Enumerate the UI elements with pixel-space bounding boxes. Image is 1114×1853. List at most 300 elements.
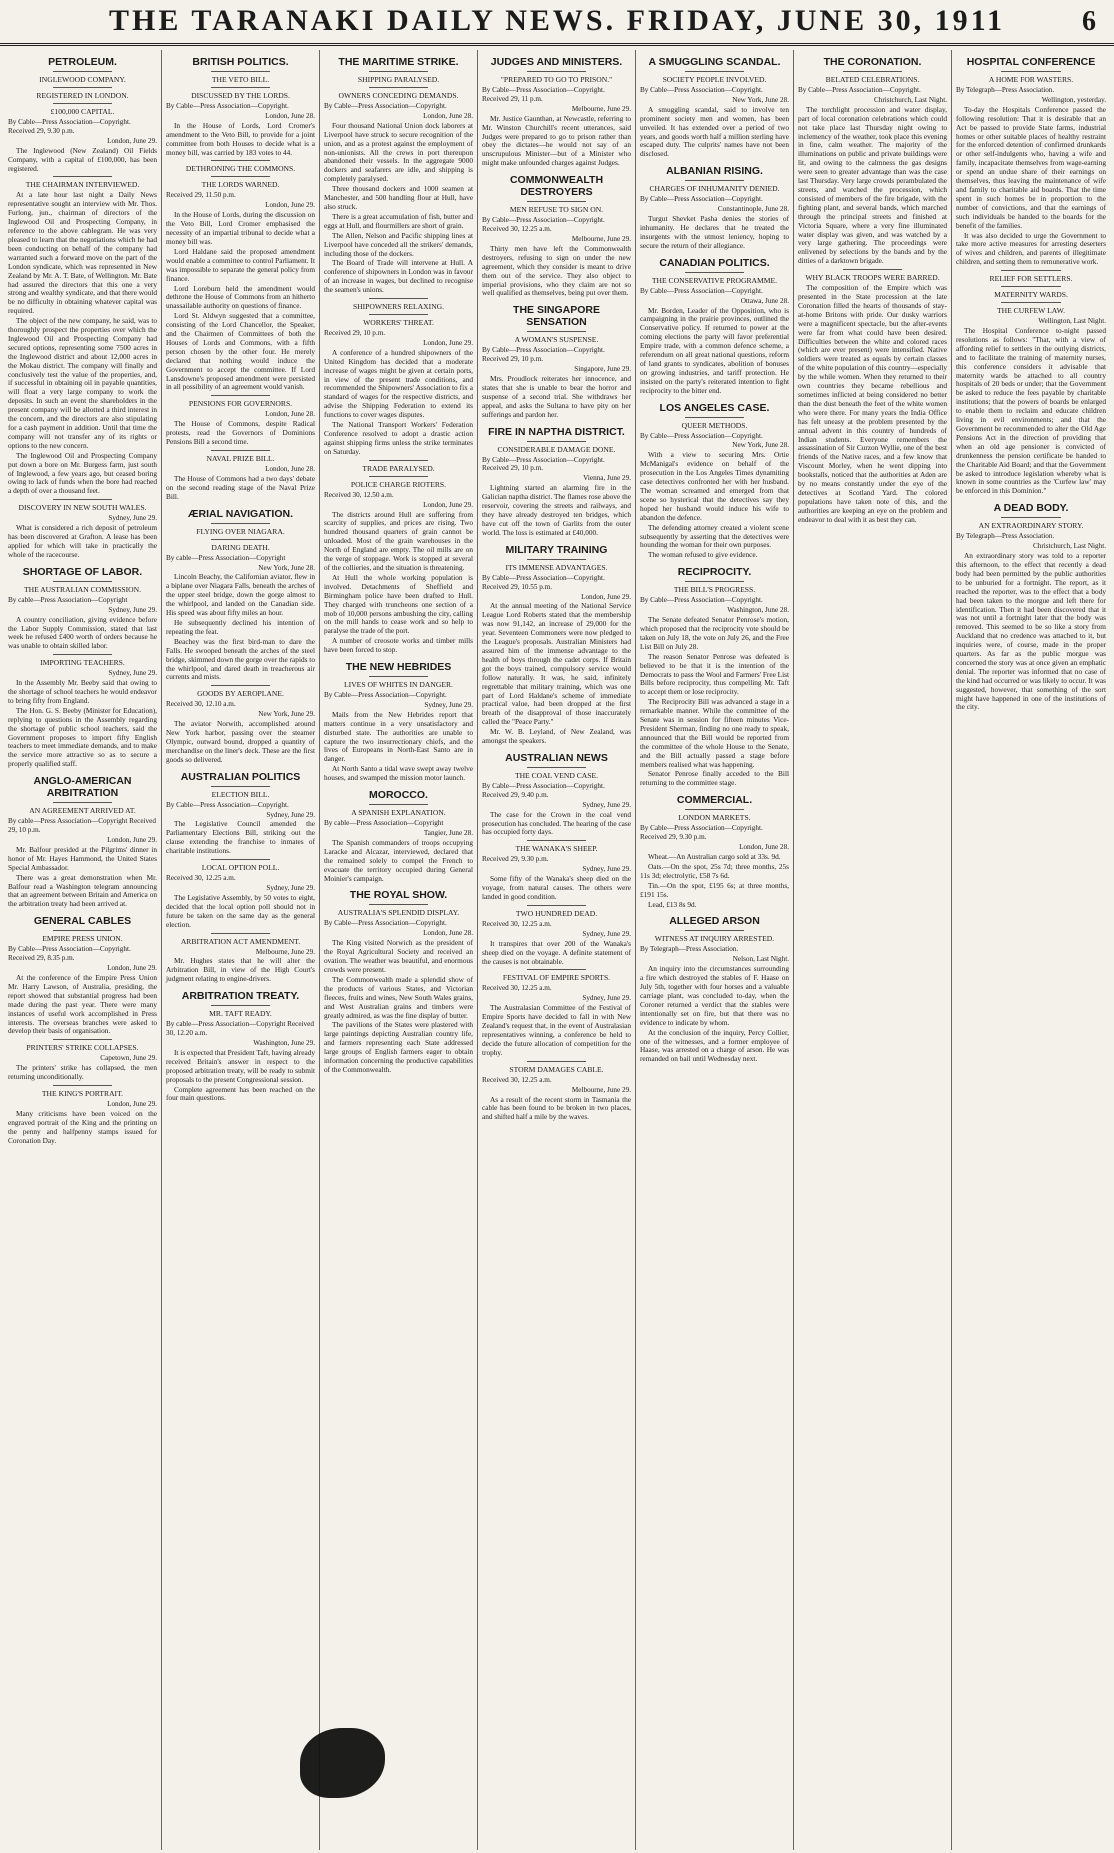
divider	[211, 395, 271, 396]
divider	[685, 272, 745, 273]
article	[166, 508, 315, 683]
divider	[53, 654, 113, 655]
article-dateline: Sydney, June 29.	[582, 800, 631, 809]
article-dateline: Christchurch, Last Night.	[1032, 542, 1106, 551]
article-paragraph: In the House of Lords, Lord Cromer's amendment to the Veto Bill, to provide for a joint committee from both Houses to decide what is a money bill, was carried by 183 votes to 44.	[166, 120, 315, 157]
article	[8, 1039, 157, 1082]
article-dateline: New York, June 28.	[258, 563, 315, 572]
article-credit: By Cable—Press Association—Copyright.	[640, 431, 763, 440]
divider	[211, 786, 271, 787]
article-dateline: New York, June 28.	[732, 95, 789, 104]
divider	[53, 1085, 113, 1086]
article-dateline: Melbourne, June 29.	[255, 947, 315, 956]
article-headline: AUSTRALIAN NEWS	[505, 751, 608, 764]
article-credit: By Cable—Press Association—Copyright.	[324, 691, 447, 700]
article-paragraph: The reason Senator Penrose was defeated is believed to be that it is the intention of the Democrats to pass the Wool and Farmers' Free List Bills before reciprocity, thus compelling Mr. Taft to accept them or lose reciprocity.	[640, 651, 789, 697]
article-subhead: WHY BLACK TROOPS WERE BARRED.	[805, 273, 940, 283]
article	[640, 165, 789, 250]
divider	[527, 969, 587, 970]
article-paragraph: Mr. Justice Gaunthan, at Newcastle, referring to Mr. Winston Churchill's recent utterances, said Judges were prepared to go to prison rather than obey the dictates—he would not say of an unscrupulous Minister—but of a Minister who might make unfounded charges against Judges.	[482, 113, 631, 168]
article-dateline: New York, June 29.	[258, 710, 315, 719]
article-subhead: CHARGES OF INHUMANITY DENIED.	[649, 184, 780, 194]
divider	[527, 331, 587, 332]
newspaper-column	[4, 50, 162, 1850]
article-paragraph: As a result of the recent storm in Tasmania the cable has been found to be broken in two places, and shifted half a mile by the waves.	[482, 1094, 631, 1122]
article-dateline: Capetown, June 29.	[100, 1054, 157, 1063]
article-paragraph: The object of the new company, he said, was to thoroughly prospect the properties over which the Inglewood Oil and Prospecting Company had secured options, representing some 7500 acres in the Inglewood district and about 12,000 acres in the Mokau district. The company will finally and conclusively test the value of the properties, and, if successful in obtaining oil in payable quantities, will float a very large company to work the deposits. In such an event the shareholders in the present company will be allotted a third interest in the concern, and the directors are also stipulating for a cash payment in addition. Until that time the company will not transfer any of its rights or options to the new concern.	[8, 316, 157, 450]
divider	[369, 298, 429, 299]
article-dateline: Ottawa, June 28.	[740, 296, 789, 305]
article-headline: PETROLEUM.	[48, 56, 117, 68]
article	[166, 395, 315, 447]
article-paragraph: Oats.—On the spot, 25s 7d; three months, 25s 11s 3d; electrolytic, £58 7s 6d.	[640, 861, 789, 880]
article-paragraph: Lord Loreburn held the amendment would dethrone the House of Commons from an hitherto unassailable authority on questions of finance.	[166, 283, 315, 311]
article-subhead: OWNERS CONCEDING DEMANDS.	[338, 91, 459, 100]
article-credit: By Cable—Press Association—Copyright. Received 29, 8.35 p.m.	[8, 945, 131, 963]
article-subhead: REGISTERED IN LONDON.	[36, 91, 129, 100]
article-credit: Received 29, 10 p.m.	[324, 329, 386, 338]
newspaper-columns	[4, 50, 1110, 1850]
article-subhead: IMPORTING TEACHERS.	[40, 658, 125, 668]
article-credit: By Cable—Press Association—Copyright.	[640, 86, 763, 94]
divider	[211, 87, 271, 88]
newspaper-column	[794, 50, 952, 1850]
divider	[53, 71, 113, 72]
article-credit: By cable—Press Association—Copyright	[166, 553, 286, 562]
article-subhead: STORM DAMAGES CABLE.	[509, 1064, 604, 1074]
divider	[685, 71, 745, 72]
article-headline: CANADIAN POLITICS.	[659, 256, 770, 269]
divider	[685, 930, 745, 931]
article	[166, 933, 315, 985]
divider	[527, 71, 587, 72]
article	[8, 176, 157, 496]
article-paragraph: At North Santo a tidal wave swept away twelve houses, and swamped the mission motor launch.	[324, 764, 473, 783]
article	[640, 56, 789, 159]
article-paragraph: A smuggling scandal, said to involve ten prominent society men and women, has been unveiled. It has extended over a period of two years, and goods worth half a million sterling have escaped duty. The culprits' names have not been disclosed.	[640, 104, 789, 159]
article-paragraph: The Australasian Committee of the Festival of Empire Sports have decided to fall in with New Zealand's request that, in the event of Australasian representatives winning, a conference be held to decide the future allocation of competition for the trophy.	[482, 1003, 631, 1057]
newspaper-column	[952, 50, 1110, 1850]
article	[324, 56, 473, 295]
article	[640, 794, 789, 909]
article-dateline: Sydney, June 29.	[108, 669, 157, 678]
article-paragraph: The districts around Hull are suffering from scarcity of supplies, and prices are rising. Two hundred thousand quarters of grain cannot be unloaded. Most of the grain warehouses in the North of England are empty. The oil mills are on the verge of stoppage. Work is stopped at several of the collieries, and the situation is threatening.	[324, 509, 473, 572]
article	[8, 654, 157, 769]
article-subhead: RELIEF FOR SETTLERS.	[989, 274, 1073, 284]
article	[482, 304, 631, 419]
divider	[53, 930, 113, 931]
article-paragraph: At Hull the whole working population is involved. Detachments of Sheffield and Birmingham police have been drafted to Hull. They charged with truncheons one section of a mob of 10,000 persons ambushing the city, calling on the mill hands to cease work and so help to paralyse the trade of the port.	[324, 572, 473, 636]
article	[956, 502, 1106, 712]
article-headline: JUDGES AND MINISTERS.	[490, 56, 623, 68]
article-dateline: Wellington, Last Night.	[1038, 317, 1106, 326]
article-headline: ALLEGED ARSON	[669, 915, 760, 928]
article-dateline: London, June 29.	[265, 201, 315, 210]
article	[482, 752, 631, 837]
article-paragraph: At the annual meeting of the National Service League Lord Roberts stated that the membership was now 91,142, an increase of 29,000 for the year. Seventeen Commoners were now pledged to the League's proposals. Australian Ministers had assured him of the immense advantage to the health of boys through the cadet corps. If Britain got the boys trained, compulsory service would follow naturally. It was, he said, infinitely regrettable that military training, which was one part of Lord Haldane's scheme of immediate practical value, had been dropped at the first breath of the disapproval of those inaccurately called the "Peace Party."	[482, 601, 631, 727]
article-subhead: MATERNITY WARDS.	[994, 290, 1068, 300]
article-dateline: Tangier, June 28.	[423, 829, 473, 837]
article-subhead: CONSIDERABLE DAMAGE DONE.	[497, 444, 616, 454]
divider	[211, 1005, 271, 1006]
article-credit: By Cable—Press Association—Copyright. Received 29, 10 p.m.	[482, 455, 605, 473]
article-credit: By Cable—Press Association—Copyright. Received 29, 9.30 p.m.	[8, 118, 131, 135]
divider	[1001, 517, 1061, 518]
article	[324, 460, 473, 655]
article	[166, 450, 315, 502]
article-dateline: Constantinople, June 28.	[717, 205, 789, 214]
page-number: 6	[1082, 6, 1096, 37]
article-paragraph: At the conference of the Empire Press Union Mr. Harry Lawson, of Australia, presiding, the report showed that substantial progress had been made during the past year. There were many instances of useful work accomplished in Press interests. The overseas branches were asked to develop their basis of organisation.	[8, 972, 157, 1036]
newspaper-column	[162, 50, 320, 1850]
article-paragraph: Mrs. Proudlock reiterates her innocence, and states that she is unable to bear the horror and suspense of a second trial. She withdraws her appeal, and asks the Sultana to have pity on her sufferings and pardon her.	[482, 374, 631, 419]
article-headline: THE SINGAPORE SENSATION	[513, 304, 600, 329]
article-paragraph: The case for the Crown in the coal vend prosecution has concluded. The hearing of the case has occupied forty days.	[482, 809, 631, 837]
article-paragraph: Lincoln Beachy, the Californian aviator, flew in a biplane over Niagara Falls, beneath the arches of the upper steel bridge, down the gorge almost to the whirlpool, and landed on the Canadian side. His speed was about fifty miles an hour.	[166, 572, 315, 618]
article-subhead: POLICE CHARGE RIOTERS.	[350, 479, 447, 489]
article-credit: By Cable—Press Association—Copyright.	[166, 102, 289, 110]
newspaper-column	[320, 50, 478, 1850]
article-headline: MILITARY TRAINING	[505, 543, 608, 556]
article-subhead: THE LORDS WARNED.	[201, 180, 280, 190]
article-headline: A SMUGGLING SCANDAL.	[648, 56, 781, 68]
article-paragraph: It was also decided to urge the Government to take more active measures for arresting deserters of wives and children, and parents of illegitimate children, and setting them to remunerative work.	[956, 230, 1106, 267]
article-subhead: ELECTION BILL.	[211, 789, 270, 799]
article	[166, 859, 315, 929]
article-paragraph: The Legislative Council amended the Parliamentary Elections Bill, striking out the clause extending the franchise to inmates of charitable institutions.	[166, 819, 315, 856]
article-subhead: SOCIETY PEOPLE INVOLVED.	[662, 75, 767, 84]
article-subhead: TWO HUNDRED DEAD.	[515, 908, 598, 918]
divider	[527, 441, 587, 442]
article-dateline: Sydney, June 29.	[582, 929, 631, 938]
article	[324, 298, 473, 457]
article-paragraph: Mr. Balfour presided at the Pilgrims' dinner in honor of Mr. Hayes Hammond, the United States Special Ambassador.	[8, 844, 157, 872]
divider	[53, 176, 113, 177]
article-dateline: London, June 28.	[265, 410, 315, 419]
article-dateline: Sydney, June 29.	[424, 700, 473, 709]
article-credit: By cable—Press Association—Copyright	[8, 595, 128, 604]
article-paragraph: What is considered a rich deposit of petroleum has been discovered at Grafton. A lease has been applied for which will take in practically the whole of the racecourse.	[8, 523, 157, 559]
article-paragraph: A country conciliation, giving evidence before the Labor Supply Commission, stated that last week he refused £400 worth of orders because he was unable to obtain skilled labor.	[8, 614, 157, 651]
article-dateline: London, June 28.	[423, 929, 473, 938]
article-dateline: Sydney, June 29.	[266, 884, 315, 892]
article-credit: By Cable—Press Association—Copyright.	[798, 86, 921, 94]
divider	[1001, 286, 1061, 287]
article	[166, 56, 315, 157]
article-dateline: Sydney, June 29.	[582, 865, 631, 874]
article-headline: LOS ANGELES CASE.	[659, 401, 770, 414]
article-paragraph: The Hospital Conference to-night passed resolutions as follows: "That, with a view of affording relief to settlers in the outlying districts, and to facilitate the training of maternity nurses, this conference considers it advisable that maternity wards be attached to all country hospitals of 20 beds or under; that the Government be asked to reduce the fees payable by charitable institutions; that the powers of boards be enlarged to enable them to reclaim and educate children living in evil environments; and that the Government be recommended to alter the Old Age Pensions Act in the direction of providing that when an old age pensioner is convicted of drunkenness the pension certificate be handed to the Charitable Aid Board; and that the Government be asked to introduce legislation whereby what is known in some countries as the 'Curfew law' may be enforced in this Dominion."	[956, 326, 1106, 496]
article-paragraph: There is a great accumulation of fish, butter and eggs at Hull, and flourmillers are short of grain.	[324, 211, 473, 230]
article-paragraph: The composition of the Empire which was presented in the State procession at the late Coronation filled the hearts of thousands of stay-at-home Britons with pride. Our dusky warriors were a magnificent spectacle, but the after-events were far from what could have been desired. Difficulties between the white and colored races (which are ever present) were intensified. Native soldiers were treated as equals by certain classes of the white population of this country—especially by the while women. When they returned to their own countries they became rebellious and sometimes inflicted at being considered no better than the dust beneath the feet of the white women who were there. For many years the India Office has felt uneasy at the problem presented by the annual advent in this country of hundreds of Indian students. Everyone remembers the assassination of Sir Curzon Wyllie, one of the best friends of the Native races, and a few know that Viscount Morley, when he went dipping into bookstalls, noticed that the authorities at Aden are by no means constantly under the eye of the detectives at Scotland Yard. The colored populations have taken note of this, and the authorities are keeping an eye on the problem and endeavor to deal with it as best they can.	[798, 283, 947, 524]
divider	[211, 176, 271, 177]
article-paragraph: At the conclusion of the inquiry, Percy Collier, one of the witnesses, and a former employee of Haase, was arrested on a charge of arson. He was remanded on bail until Wednesday next.	[640, 1027, 789, 1064]
article	[640, 915, 789, 1064]
article-subhead: A WOMAN'S SUSPENSE.	[514, 335, 599, 345]
newspaper-title: THE TARANAKI DAILY NEWS. FRIDAY, JUNE 30, 1911	[109, 4, 1005, 37]
article-paragraph: Lord Haldane said the proposed amendment would enable a committee to control Parliament. It was impossible to separate the general policy from finance.	[166, 246, 315, 283]
article-dateline: Vienna, June 29.	[583, 474, 631, 483]
article-credit: By Telegraph—Press Association.	[956, 532, 1055, 541]
divider	[211, 933, 271, 934]
article-paragraph: The torchlight procession and water display, part of local coronation celebrations which could not take place last Thursday night owing to inclemency of the weather, took place this evening in fine, calm weather. The majority of the illuminations on public and private buildings were lit, and owing to the calmness the gas designs were seen to greater advantage than was the case last Thursday. Very large crowds perambulated the streets, and watched the procession, which consisted of members of the fire brigade, with the fighting plant, and several bands, which marched through the principal streets and finished at Victoria Square, where a very fine illuminated water display was given, and was watched by a very large gathering. The proceedings were enlivened by selections by the bands and by the ditties of a darktown brigade.	[798, 104, 947, 266]
article-dateline: Wellington, yesterday.	[1041, 95, 1106, 104]
divider	[369, 314, 429, 315]
article	[798, 56, 947, 266]
article-paragraph: The House of Commons had a two days' debate on the second reading stage of the Naval Prize Bill.	[166, 473, 315, 501]
article-subhead: MR. TAFT READY.	[209, 1009, 272, 1019]
divider	[1001, 302, 1061, 303]
article	[8, 499, 157, 560]
article-paragraph: Tin.—On the spot, £195 6s; at three months, £191 15s.	[640, 880, 789, 899]
article-credit: Received 30, 12.25 a.m.	[482, 984, 552, 993]
article-paragraph: A number of creosote works and timber mills have been forced to stop.	[324, 636, 473, 655]
article-credit: Received 30, 12.10 a.m.	[166, 700, 236, 709]
article-paragraph: He subsequently declined his intention of repeating the feat.	[166, 617, 315, 636]
article-paragraph: Mr. Borden, Leader of the Opposition, who is campaigning in the prairie provinces, outlined the Conservative policy. If returned to power at the coming elections the party will favor preferential Empire trade, with a common defence scheme, a referendum on all great national questions, reform of land grants to syndicates, abolition of bonuses on growing industries, and tariff protection. He insisted on the party's reiterated intention to fight reciprocity to the bitter end.	[640, 305, 789, 395]
divider	[685, 581, 745, 582]
article-paragraph: The defending attorney created a violent scene subsequently by asserting that the detectives were hounding the woman for their own purposes.	[640, 522, 789, 550]
article	[482, 840, 631, 902]
divider	[369, 804, 429, 805]
article-paragraph: In the House of Lords, during the discussion on the Veto Bill, Lord Cromer emphasised the necessity of an impartial tribunal to decide what a money bill was.	[166, 210, 315, 246]
article-headline: FIRE IN NAPTHA DISTRICT.	[488, 425, 625, 438]
article-subhead: £100,000 CAPITAL.	[50, 107, 115, 116]
article-dateline: Washington, June 29.	[253, 1038, 315, 1047]
article	[8, 915, 157, 1036]
article-paragraph: The National Transport Workers' Federation Conference resolved to adopt a drastic action against shipping firms unless the strike terminates on Saturday.	[324, 420, 473, 456]
article	[166, 160, 315, 392]
article-paragraph: The pavilions of the States were plastered with large paintings depicting Australian country life, and farmers representing each State addressed large groups of English farmers eager to obtain information concerning the productive capabilities of the Commonwealth.	[324, 1020, 473, 1074]
article-paragraph: The Legislative Assembly, by 50 votes to eight, decided that the local option poll should not in future be taken on the same day as the general election.	[166, 892, 315, 929]
article-credit: By cable—Press Association—Copyright Received 29, 10 p.m.	[8, 817, 156, 835]
article-subhead: THE CURFEW LAW.	[997, 306, 1065, 316]
article-paragraph: It transpires that over 200 of the Wanaka's sheep died on the voyage. A definite statement of the causes is not obtainable.	[482, 938, 631, 966]
article-paragraph: The Hon. G. S. Beeby (Minister for Education), replying to questions in the Assembly regarding the shortage of public school teachers, said the Government proposes to import fifty English teachers to meet immediate demands, and to make the service more attractive so as to secure a properly qualified staff.	[8, 705, 157, 769]
article-dateline: London, June 29.	[107, 964, 157, 973]
article-headline: THE MARITIME STRIKE.	[338, 56, 459, 68]
divider	[211, 539, 271, 540]
article	[482, 426, 631, 538]
article-subhead: NAVAL PRIZE BILL.	[206, 454, 275, 463]
article-dateline: Washington, June 28.	[727, 606, 789, 615]
divider	[211, 859, 271, 860]
article-credit: Received 30, 12.25 a.m.	[482, 1075, 552, 1084]
article-paragraph: Four thousand National Union dock laborers at Liverpool have struck to secure recognition of the union, and as a protest against the employment of non-unionists. All the crews in port thereupon abandoned their vessels. In the aggregate 9000 dockers and seafarers are idle, and shipping is completely paralysed.	[324, 120, 473, 184]
article-subhead: PENSIONS FOR GOVERNORS.	[188, 399, 293, 409]
article-headline: MOROCCO.	[369, 789, 428, 802]
article	[640, 402, 789, 561]
article-subhead: PRINTERS' STRIKE COLLAPSES.	[26, 1043, 139, 1053]
article-subhead: "PREPARED TO GO TO PRISON."	[500, 75, 613, 84]
article-credit: Received 30, 12.25 a.m.	[166, 874, 236, 883]
article-headline: BRITISH POLITICS.	[192, 56, 289, 68]
article-credit: By Cable—Press Association—Copyright.	[166, 800, 289, 809]
article-paragraph: An inquiry into the circumstances surrounding a fire which destroyed the stables of F. Haase on July 5th, together with four horses and a valuable carriage plant, was concluded to-day, when the Coroner returned a verdict that the stables were intentionally set on fire, but that there was no evidence to indicate by whom.	[640, 964, 789, 1027]
article-subhead: LOCAL OPTION POLL.	[201, 863, 280, 873]
divider	[527, 1061, 587, 1062]
article-paragraph: The Board of Trade will intervene at Hull. A conference of shipowners in London was in favour of an increase in wages, but declined to recognise the seamen's unions.	[324, 258, 473, 295]
article-credit: By Cable—Press Association—Copyright. Received 29, 11 p.m.	[482, 86, 605, 103]
article-subhead: ARBITRATION ACT AMENDMENT.	[180, 936, 301, 946]
article-paragraph: The Senate defeated Senator Penrose's motion, which proposed that the reciprocity vote should be taken on July 18, the vote on July 26, and the Free List Bill on July 28.	[640, 615, 789, 651]
article-subhead: WITNESS AT INQUIRY ARRESTED.	[654, 934, 775, 944]
divider	[527, 840, 587, 841]
divider	[369, 87, 429, 88]
article-paragraph: Some fifty of the Wanaka's sheep died on the voyage, from natural causes. The others were landed in good condition.	[482, 874, 631, 901]
article-paragraph: It is expected that President Taft, having already received Britain's answer in respect to the proposed arbitration treaty, will be ready to submit proposals to the present Congressional session.	[166, 1047, 315, 1084]
newspaper-column	[636, 50, 794, 1850]
divider	[53, 87, 113, 88]
article-dateline: Sydney, June 29.	[266, 810, 315, 819]
article	[640, 566, 789, 788]
divider	[53, 103, 113, 104]
divider	[211, 685, 271, 686]
article-paragraph: The woman refused to give evidence.	[648, 550, 758, 560]
article-dateline: Sydney, June 29.	[582, 994, 631, 1003]
article-headline: HOSPITAL CONFERENCE	[966, 56, 1096, 68]
article-subhead: THE CONSERVATIVE PROGRAMME.	[651, 275, 778, 285]
article	[482, 174, 631, 298]
article-credit: Received 29, 11.50 p.m.	[166, 191, 236, 200]
article	[166, 771, 315, 856]
article-subhead: THE AUSTRALIAN COMMISSION.	[23, 584, 142, 594]
article	[482, 969, 631, 1057]
article	[324, 889, 473, 1074]
article-headline: A DEAD BODY.	[993, 502, 1069, 515]
article-paragraph: Lord St. Aldwyn suggested that a committee, consisting of the Lord Chancellor, the Speaker, and the Chairmen of Committees of both the Houses of Lords and Commons, with a fifth person chosen by the other four. He merely declared that nothing would induce the Government to accept the committee. If Lord Lansdowne's proposed amendment were persisted in all possibility of an agreement would vanish.	[166, 311, 315, 392]
article-paragraph: Mr. Hughes states that he will alter the Arbitration Bill, in view of the High Court's judgment relating to engine-drivers.	[166, 956, 315, 984]
article-subhead: DISCOVERY IN NEW SOUTH WALES.	[18, 503, 147, 513]
article-paragraph: Thirty men have left the Commonwealth destroyers, refusing to sign on under the new agreement, which they consider is meant to drive them out of the service. They also object to imperial provisions, who they claim are not so well qualified as themselves, being put over them.	[482, 243, 631, 298]
article-headline: THE CORONATION.	[823, 56, 922, 68]
article	[482, 544, 631, 746]
article-credit: By cable—Press Association—Copyright	[324, 819, 444, 828]
article-paragraph: The Inglewood (New Zealand) Oil Fields Company, with a capital of £100,000, has been registered.	[8, 145, 157, 173]
article-subhead: SHIPOWNERS RELAXING.	[352, 302, 445, 312]
article	[482, 905, 631, 967]
article-paragraph: Lead, £13 8s 9d.	[648, 899, 697, 909]
article-credit: By Cable—Press Association—Copyright.	[640, 286, 763, 295]
article-paragraph: A conference of a hundred shipowners of the United Kingdom has decided that a moderate increase of wages might be given at certain ports, in view of the present trade conditions, and recommended the Shipowners' Association to fix a standard of wages for the respective districts, and advise the Shipping Federation to extend its functions to cover wages disputes.	[324, 347, 473, 420]
divider	[527, 559, 587, 560]
divider	[685, 180, 745, 181]
article-paragraph: Beachey was the first bird-man to dare the Falls. He swooped beneath the arches of the steel bridge, skimmed down the gorge over the rapids to the whirlpool, and dared death in treacherous air currents and mists.	[166, 636, 315, 682]
article	[166, 685, 315, 764]
article-subhead: LIVES OF WHITES IN DANGER.	[344, 680, 453, 690]
article-credit: By Cable—Press Association—Copyright.	[324, 919, 447, 928]
article-dateline: Melbourne, June 29.	[571, 1085, 631, 1094]
article-credit: By Cable—Press Association—Copyright. Received 29, 9.30 p.m.	[640, 824, 763, 842]
divider	[685, 809, 745, 810]
article-headline: GENERAL CABLES	[33, 915, 132, 928]
article-subhead: DARING DEATH.	[211, 542, 270, 552]
article-subhead: THE WANAKA'S SHEEP.	[515, 844, 598, 854]
divider	[53, 581, 113, 582]
article-subhead: THE BILL'S PROGRESS.	[673, 585, 756, 595]
article-dateline: London, June 29.	[107, 136, 157, 145]
article-paragraph: At a late hour last night a Daily News representative sought an interview with Mr. Thos. Furlong, jun., chairman of directors of the Inglewood Oil and Prospecting Company, in reference to the above cablegram. He was very pleased to learn that the negotiations which he had been conducting on behalf of the company had warranted such a forward move on the part of the London syndicate, which was represented in New Zealand by Mr. A. T. Bate, of Wellington. Mr. Bate had assured the directors that this one a very strong and wealthy syndicate, and that there would be no difficulty in obtaining whatever capital was required.	[8, 190, 157, 316]
article-paragraph: With a view to securing Mrs. Ortie McManigal's evidence on behalf of the prosecution in the Los Angeles Times dynamiting case detectives confronted her with her husband. The woman screamed and emerged from that scene so hysterical that the detectives say they hoped her husband would induce his wife to abandon the defence.	[640, 450, 789, 522]
divider	[369, 460, 429, 461]
article-dateline: London, June 29.	[423, 500, 473, 509]
divider	[211, 450, 271, 451]
article-dateline: Christchurch, Last Night.	[873, 95, 947, 104]
divider	[211, 160, 271, 161]
divider	[369, 476, 429, 477]
article-subhead: AUSTRALIA'S SPLENDID DISPLAY.	[337, 908, 460, 918]
article-subhead: QUEER METHODS.	[681, 420, 748, 430]
article-credit: By cable—Press Association—Copyright Received 30, 12.20 a.m.	[166, 1020, 314, 1038]
article	[8, 566, 157, 651]
article-subhead: THE VETO BILL.	[211, 75, 270, 84]
divider	[843, 269, 903, 270]
article-subhead: SHIPPING PARALYSED.	[357, 75, 440, 84]
article-subhead: THE COAL VEND CASE.	[514, 770, 599, 780]
article-headline: SHORTAGE OF LABOR.	[22, 565, 143, 578]
article-paragraph: There was a great demonstration when Mr. Balfour read a Washington telegram announcing that an agreement between Britain and America on the arbitration treaty had been arrived at.	[8, 872, 157, 909]
article-paragraph: The Commonwealth made a splendid show of the products of various States, and Victorian fleeces, fruits and wines, New South Wales grains, and West Australian grains and timbers were greatly admired, as was the fine display of butter.	[324, 974, 473, 1020]
divider	[53, 802, 113, 803]
article	[640, 257, 789, 396]
article-paragraph: The Allen, Nelson and Pacific shipping lines at Liverpool have conceded all the strikers' demands, including those of the dockers.	[324, 230, 473, 258]
article-subhead: EMPIRE PRESS UNION.	[42, 934, 123, 944]
article-credit: By Cable—Press Association—Copyright. Received 30, 12.25 a.m.	[482, 216, 605, 234]
article-credit: By Cable—Press Association—Copyright. Received 29, 10 p.m.	[482, 346, 605, 364]
article-dateline: London, June 28.	[265, 465, 315, 473]
article-credit: By Cable—Press Association—Copyright. Received 29, 9.40 p.m.	[482, 781, 605, 799]
article-paragraph: In the Assembly Mr. Beeby said that owing to the shortage of school teachers he would endeavor to bring fifty from England.	[8, 678, 157, 705]
divider	[369, 904, 429, 905]
article-credit: Received 30, 12.25 a.m.	[482, 919, 552, 928]
article-subhead: WORKERS' THREAT.	[363, 318, 434, 328]
article-subhead: MEN REFUSE TO SIGN ON.	[509, 205, 604, 215]
divider	[369, 71, 429, 72]
article-paragraph: The House of Commons, despite Radical protests, read the Governors of Dominions Pensions Bill a second time.	[166, 419, 315, 447]
article-dateline: London, June 29.	[107, 1100, 157, 1109]
article-paragraph: Wheat.—An Australian cargo sold at 33s. 9d.	[648, 852, 781, 861]
article-subhead: A HOME FOR WASTERS.	[988, 75, 1074, 84]
article-subhead: TRADE PARALYSED.	[362, 463, 435, 473]
article-headline: COMMERCIAL.	[676, 794, 753, 807]
article-paragraph: To-day the Hospitals Conference passed the following resolution: That it is desirable that an Act be passed to provide State farms, industrial homes or other suitable places of healthy restraint for the enforced detention of confirmed drunkards or other self-indulgents who, having a wife and family, incapacitate themselves from wage-earning or spend an undue share of their earnings on themselves, thus leaving the maintenance of wife and family to charitable aid boards. That the time spent in such homes be in proportion to the number of convictions, and that the earnings of such individuals be handed to the boards for the benefit of the families.	[956, 104, 1106, 230]
article-dateline: Nelson, Last Night.	[732, 955, 789, 964]
article-credit: Received 30, 12.50 a.m.	[324, 490, 394, 499]
article-subhead: A SPANISH EXPLANATION.	[351, 808, 446, 818]
article	[956, 56, 1106, 267]
article-credit: By Telegraph—Press Association.	[956, 86, 1055, 94]
article-dateline: Sydney, June 29.	[108, 605, 157, 614]
article-credit: Received 29, 9.30 p.m.	[482, 855, 549, 864]
article-dateline: London, June 29.	[581, 592, 631, 601]
article-subhead: INGLEWOOD COMPANY.	[39, 75, 126, 84]
article-headline: THE NEW HEBRIDES	[345, 661, 452, 674]
article-subhead: FESTIVAL OF EMPIRE SPORTS.	[502, 973, 611, 983]
masthead	[0, 0, 1114, 46]
article	[482, 1061, 631, 1123]
divider	[685, 417, 745, 418]
divider	[527, 905, 587, 906]
article-paragraph: Turgut Shevket Pasha denies the stories of inhumanity. He declares that he treated the insurgents with the utmost leniency, hoping to secure the return of their allegiance.	[640, 214, 789, 250]
newspaper-column	[478, 50, 636, 1850]
article-subhead: THE KING'S PORTRAIT.	[41, 1089, 124, 1099]
article-headline: ÆRIAL NAVIGATION.	[188, 507, 293, 520]
article-paragraph: The Inglewood Oil and Prospecting Company put down a bore on Mr. Burgess farm, just south of Inglewood, a few years ago, but ceased boring owing to lack of funds when the bore had reached a depth of over a thousand feet.	[8, 450, 157, 496]
article-paragraph: Three thousand dockers and 1000 seamen at Manchester, and 500 handling flour at Hull, have also struck.	[324, 184, 473, 211]
article-dateline: London, June 28.	[739, 843, 789, 852]
article-paragraph: The aviator Norwith, accomplished around New York harbor, passing over the steamer Olympic, outward bound, dropped a quantity of merchandise on the liner's deck. These are the first goods so delivered.	[166, 719, 315, 764]
article-paragraph: Senator Penrose finally acceded to the Bill returning to the committee stage.	[640, 769, 789, 788]
